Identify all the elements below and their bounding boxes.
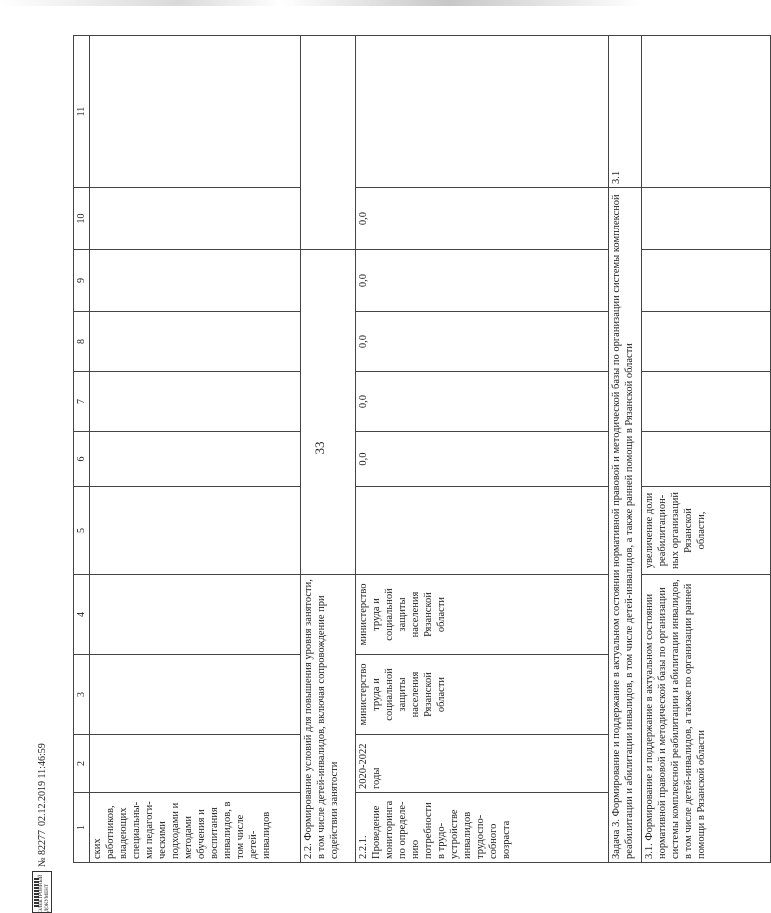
header-cell: 10 xyxy=(74,188,90,250)
table-cell xyxy=(90,432,301,487)
table-cell xyxy=(642,250,771,312)
scan-artifact xyxy=(0,0,640,6)
header-cell: 2 xyxy=(74,735,90,793)
table-cell: 0,0 xyxy=(356,188,609,250)
table-cell xyxy=(301,250,356,575)
table-row xyxy=(356,36,609,863)
table-cell xyxy=(90,372,301,432)
table-cell: 2.2.1. Проведение мониторинга по определе-нию потребности в трудо-устройстве инвалидов трудоспо-собного возраста xyxy=(356,793,609,863)
header-cell: 4 xyxy=(74,575,90,655)
section-row xyxy=(301,36,356,863)
table-cell xyxy=(356,487,609,575)
stamp-logo xyxy=(32,871,52,913)
table-cell xyxy=(90,36,301,188)
table-cell: 2020-2022 годы xyxy=(356,735,609,793)
table-cell xyxy=(90,735,301,793)
header-cell: 11 xyxy=(74,36,90,188)
table-cell xyxy=(90,312,301,372)
header-cell: 6 xyxy=(74,432,90,487)
table-cell xyxy=(90,575,301,655)
task-row xyxy=(609,36,642,863)
table-cell xyxy=(301,36,356,250)
header-cell: 1 xyxy=(74,793,90,863)
table-cell xyxy=(90,487,301,575)
table-row xyxy=(642,36,771,863)
table-cell: министерство труда и социальной защиты населения Рязанской области xyxy=(356,575,609,655)
section-heading: 2.2. Формирование условий для повышения уровня занятости, в том числе детей-инвалидов, включая сопровождение при содействии занятости xyxy=(301,575,356,863)
main-table xyxy=(73,36,707,863)
table-cell: увеличение доли реабилитацион-ных организаций Рязанской области, xyxy=(642,487,771,575)
header-cell: 3 xyxy=(74,655,90,735)
header-cell: 9 xyxy=(74,250,90,312)
table-cell xyxy=(90,655,301,735)
page-number: 33 xyxy=(312,441,327,455)
table-cell: ских работников, владеющих специальны-ми педагоги-ческими подходами и методами обучения и воспитания инвалидов, в том числе детей-инвалидов xyxy=(90,793,301,863)
table-cell xyxy=(642,372,771,432)
table-cell xyxy=(356,36,609,188)
task-heading: Задача 3. Формирование и поддержание в актуальном состоянии нормативной правовой и методической базы по организации системы комплексной реабилитации и абилитации инвалидов, в том числе детей-инвалидов, а также ранней помощи в Рязанской области xyxy=(609,188,642,863)
table-cell xyxy=(90,188,301,250)
table-cell: 0,0 xyxy=(356,250,609,312)
header-cell: 8 xyxy=(74,312,90,372)
table-cell: 3.1. Формирование и поддержание в актуальном состоянии нормативной правовой и методической базы по организации системы комплексной реабилитации и абилитации инвалидов, в том числе детей-инвалидов, а также по организации ранней помощи в Рязанской области xyxy=(642,575,771,863)
doc-number: № 82277 xyxy=(36,829,48,867)
table-cell: 0,0 xyxy=(356,432,609,487)
table-cell: 3.1 xyxy=(609,36,642,188)
logo-text: ЭЛЕКТРОННЫЙ ДОКУМЕНТ xyxy=(38,874,50,912)
document-stamp xyxy=(29,713,55,913)
table-cell: 0,0 xyxy=(356,312,609,372)
header-cell: 7 xyxy=(74,372,90,432)
header-cell: 5 xyxy=(74,487,90,575)
doc-timestamp: 02.12.2019 11:46:59 xyxy=(36,743,48,826)
table-row xyxy=(90,36,301,863)
table-cell xyxy=(90,250,301,312)
table-cell xyxy=(642,188,771,250)
table-cell xyxy=(642,432,771,487)
table-cell xyxy=(642,36,771,188)
table-cell: 0,0 xyxy=(356,372,609,432)
table-cell: министерство труда и социальной защиты населения Рязанской области xyxy=(356,655,609,735)
table-cell xyxy=(642,312,771,372)
header-row xyxy=(74,36,90,863)
